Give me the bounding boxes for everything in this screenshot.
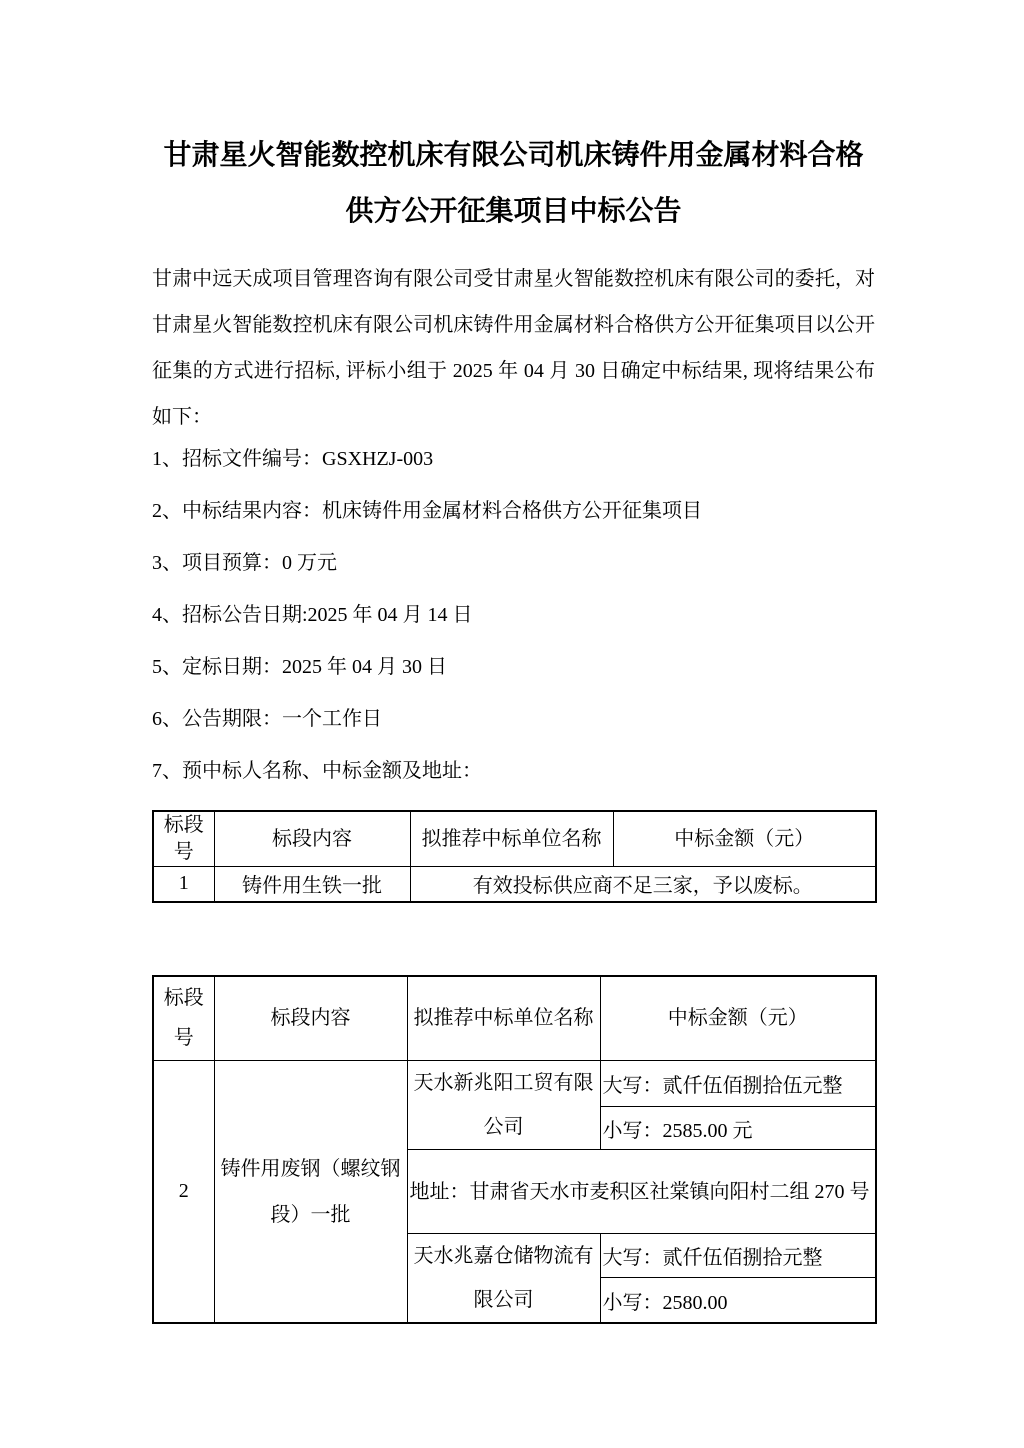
table1-header-award-amount: 中标金额（元） <box>613 811 876 867</box>
table2-header-recommended-supplier: 拟推荐中标单位名称 <box>407 976 600 1061</box>
table2-cell-supplier1-address: 地址：甘肃省天水市麦积区社棠镇向阳村二组 270 号 <box>407 1150 876 1234</box>
table1-body-row <box>153 867 876 902</box>
table2-cell-supplier2-name: 天水兆嘉仓储物流有限公司 <box>407 1234 600 1324</box>
list-item-announcement-date: 4、招标公告日期:2025 年 04 月 14 日 <box>152 604 473 626</box>
title-line-1: 甘肃星火智能数控机床有限公司机床铸件用金属材料合格 <box>163 140 864 171</box>
table2-cell-lot-content: 铸件用废钢（螺纹钢段）一批 <box>214 1061 407 1324</box>
title-line-2: 供方公开征集项目中标公告 <box>345 196 682 227</box>
table1-header-recommended-supplier: 拟推荐中标单位名称 <box>410 811 613 867</box>
table2-header-lot-content: 标段内容 <box>214 976 407 1061</box>
table2-cell-supplier2-amount-figures: 小写：2580.00 <box>600 1278 876 1323</box>
lot-table-2 <box>152 975 877 1325</box>
list-item-bid-doc-number: 1、招标文件编号：GSXHZJ-003 <box>152 448 434 470</box>
numbered-list <box>152 446 875 784</box>
lot-table-1 <box>152 810 877 903</box>
table1-header-row <box>153 811 876 867</box>
table2-cell-supplier1-name: 天水新兆阳工贸有限公司 <box>407 1061 600 1150</box>
table2-cell-supplier2-amount-words: 大写：贰仟伍佰捌拾元整 <box>600 1234 876 1278</box>
table2-header-award-amount: 中标金额（元） <box>600 976 876 1061</box>
list-item-winners-heading: 7、预中标人名称、中标金额及地址： <box>152 760 482 782</box>
table2-header-lot-no: 标段号 <box>153 976 214 1061</box>
table1-cell-lot-content: 铸件用生铁一批 <box>214 867 410 902</box>
table2-cell-supplier1-amount-figures: 小写：2585.00 元 <box>600 1107 876 1150</box>
list-item-result-content: 2、中标结果内容：机床铸件用金属材料合格供方公开征集项目 <box>152 500 702 522</box>
table2-cell-supplier1-amount-words: 大写：贰仟伍佰捌拾伍元整 <box>600 1061 876 1107</box>
table1-header-lot-content: 标段内容 <box>214 811 410 867</box>
intro-paragraph: 甘肃中远天成项目管理咨询有限公司受甘肃星火智能数控机床有限公司的委托，对甘肃星火智能数控机床有限公司机床铸件用金属材料合格供方公开征集项目以公开征集的方式进行招标, 评标小组于 2025 年 04 月 30 日确定中标结果, 现将结果公布如下： <box>152 268 875 428</box>
table2-header-row <box>153 976 876 1061</box>
list-item-award-date: 5、定标日期：2025 年 04 月 30 日 <box>152 656 447 678</box>
document-title <box>152 128 875 240</box>
list-item-notice-period: 6、公告期限：一个工作日 <box>152 708 382 730</box>
table1-cell-lot-no: 1 <box>153 867 214 902</box>
table2-row-supplier1-words <box>153 1061 876 1107</box>
table1-cell-invalid-result: 有效投标供应商不足三家，予以废标。 <box>410 867 876 902</box>
table2-cell-lot-no: 2 <box>153 1061 214 1324</box>
table1-header-lot-no: 标段号 <box>153 811 214 867</box>
list-item-project-budget: 3、项目预算：0 万元 <box>152 552 337 574</box>
